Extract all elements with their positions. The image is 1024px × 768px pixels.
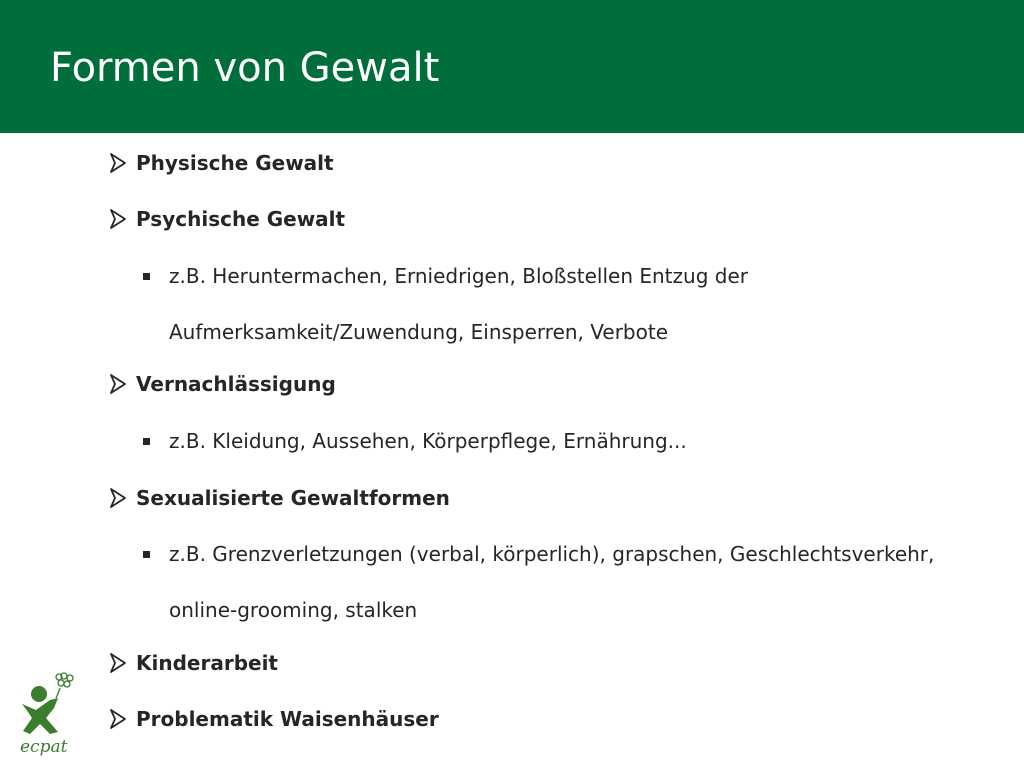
sub-bullet-text: z.B. Heruntermachen, Erniedrigen, Bloßstellen Entzug der Aufmerksamkeit/Zuwendung, Einsperren, Verbote xyxy=(169,264,748,344)
arrow-bullet-icon xyxy=(108,372,128,396)
ecpat-logo xyxy=(14,668,82,760)
square-bullet-icon xyxy=(143,273,150,280)
logo-wordmark: ecpat xyxy=(20,737,68,757)
sub-bullet-psychische-gewalt xyxy=(140,248,980,360)
square-bullet-icon xyxy=(143,438,150,445)
arrow-bullet-icon xyxy=(108,486,128,510)
sub-bullet-sexualisierte-gewaltformen xyxy=(140,526,980,638)
square-bullet-icon xyxy=(143,551,150,558)
arrow-bullet-icon xyxy=(108,651,128,675)
arrow-bullet-icon xyxy=(108,207,128,231)
sub-bullet-text: z.B. Kleidung, Aussehen, Körperpflege, Ernährung... xyxy=(169,429,687,453)
bullet-label: Psychische Gewalt xyxy=(136,207,346,231)
bullet-label: Problematik Waisenhäuser xyxy=(136,707,439,731)
bullet-label: Physische Gewalt xyxy=(136,151,334,175)
slide-title: Formen von Gewalt xyxy=(50,45,440,91)
arrow-bullet-icon xyxy=(108,707,128,731)
sub-bullet-text: z.B. Grenzverletzungen (verbal, körperlich), grapschen, Geschlechtsverkehr, online-grooming, stalken xyxy=(169,542,935,622)
bullet-label: Kinderarbeit xyxy=(136,651,278,675)
bullet-label: Vernachlässigung xyxy=(136,372,336,396)
arrow-bullet-icon xyxy=(108,151,128,175)
bullet-label: Sexualisierte Gewaltformen xyxy=(136,486,450,510)
sub-bullet-vernachlaessigung xyxy=(140,413,980,469)
